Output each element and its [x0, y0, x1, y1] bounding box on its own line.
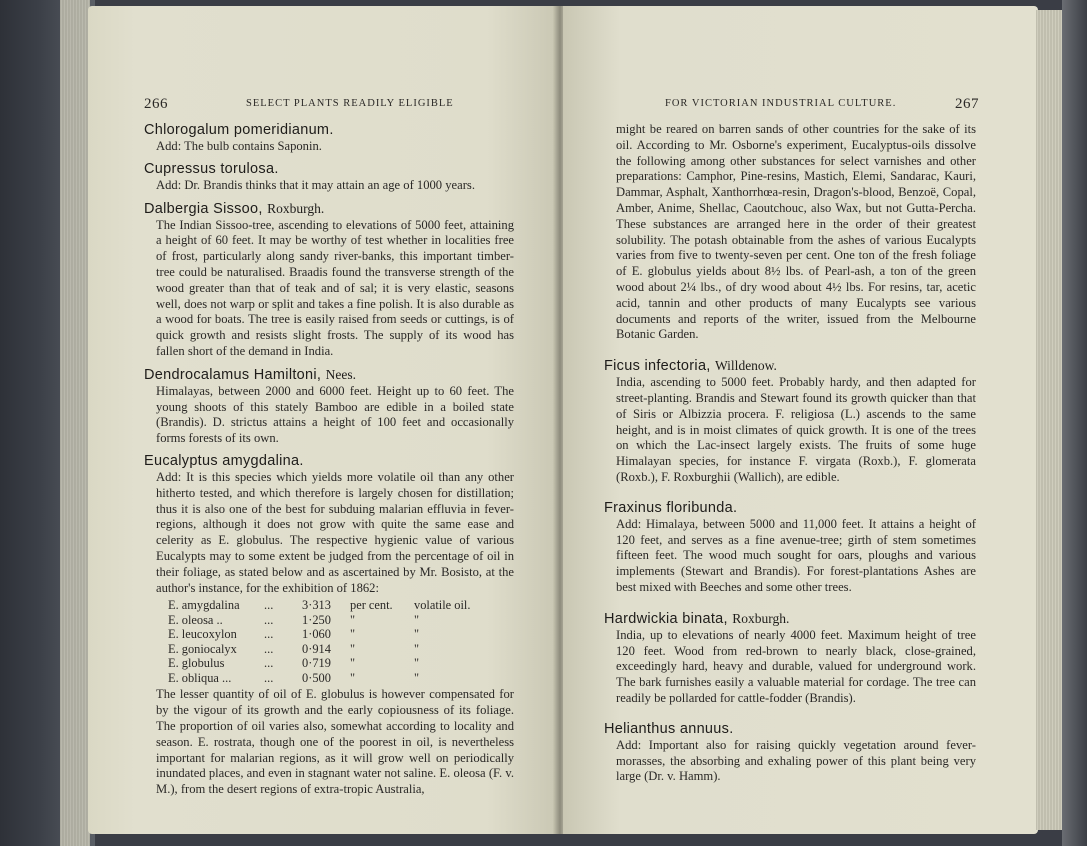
entry-title: Hardwickia binata, Roxburgh.	[604, 610, 790, 627]
background-right	[1062, 0, 1087, 846]
right-page	[563, 6, 1038, 834]
entry-title: Fraxinus floribunda.	[604, 499, 738, 516]
entry	[604, 720, 976, 785]
page-edges-left	[60, 0, 90, 846]
entry-text: Add: The bulb contains Saponin.	[156, 139, 322, 153]
entry-text: India, up to elevations of nearly 4000 feet. Maximum height of tree 120 feet. Wood from red-brown to nearly black, close-grained, exceedingly hard, heavy and durable, valued for underground work. The bark furnishes easily a valuable material for cordage. The tree can readily be pollarded for cattle-fodder (Brandis).	[616, 627, 976, 705]
right-content	[604, 122, 976, 791]
continuation-paragraph	[616, 122, 976, 343]
entry-text: might be reared on barren sands of other countries for the sake of its oil. According to Mr. Osborne's experiment, Eucalyptus-oils dissolve the following among other substances for select varnishes and other preparations: Camphor, Pine-resins, Mastich, Elemi, Sandarac, Kauri, Dammar, Asphalt, Xanthorrhœa-resin, Dragon's-blood, Benzoë, Copal, Amber, Anime, Shellac, Caoutchouc, also Wax, but not Gutta-Percha. These substances are arranged here in the order of their greatest solubility. The potash obtainable from the ashes of various Eucalypts varies from five to twenty-seven per cent. One ton of the fresh foliage of E. globulus yields about 8½ lbs. of Pearl-ash, a ton of the green wood about 2¼ lbs., of dry wood about 4½ lbs. For resins, tar, acetic acid, tannin and other products of many Eucalypts see various documents and reports of the writer, issued from the Melbourne Botanic Garden.	[616, 122, 976, 342]
right-page-number: 267	[955, 96, 979, 112]
right-header	[563, 98, 1038, 118]
entry-text: India, ascending to 5000 feet. Probably hardy, and then adapted for street-planting. Brandis and Stewart found its growth quicker than that of Siris or Albizzia procera. F. religiosa (L.) ascends to the same height, and is in moist climates of quick growth. It is one of the trees on which the Lac-insect largely exists. The fruits of some huge Himalayan species, for instance F. virgata (Roxb.), F. glomerata (Roxb.), F. Roxburghii (Wallich), are edible.	[616, 375, 976, 484]
left-page	[88, 6, 558, 834]
entry	[144, 200, 514, 360]
table-row: E. goniocalyx ... 0·914 " "	[168, 641, 420, 656]
entry-text: Himalayas, between 2000 and 6000 feet. Height up to 60 feet. The young shoots of this stately Bamboo are edible in a boiled state (Brandis). D. strictus attains a height of 100 feet and occasionally forms forests of its own.	[156, 383, 514, 446]
entry-title: Eucalyptus amygdalina.	[144, 452, 304, 469]
table-row: E. obliqua ... ... 0·500 " "	[168, 670, 420, 685]
entry	[604, 357, 976, 486]
entry-text: Add: Important also for raising quickly vegetation around fever-morasses, the absorbing and exhaling power of this plant being very large (Dr. v. Hamm).	[616, 737, 976, 784]
entry-title: Chlorogalum pomeridianum.	[144, 122, 334, 138]
entry-text: Add: Himalaya, between 5000 and 11,000 feet. It attains a height of 120 feet, and serves as a fine avenue-tree; girth of stem sometimes fifteen feet. The wood much sought for oars, ploughs and various implements (Stewart and Brandis). For forest-plantations Ashes are best mixed with Beeches and some other trees.	[616, 516, 976, 594]
entry	[144, 452, 514, 798]
entry	[144, 122, 514, 155]
left-header	[88, 98, 558, 118]
table-row: E. oleosa .. ... 1·250 " "	[168, 612, 420, 627]
oil-table	[168, 598, 514, 685]
left-content	[144, 122, 514, 804]
entry	[604, 610, 976, 707]
entry	[144, 366, 514, 447]
entry-title: Dendrocalamus Hamiltoni, Nees.	[144, 366, 356, 383]
entry	[144, 160, 514, 194]
table-row: E. globulus ... 0·719 " "	[168, 656, 420, 671]
table-row: E. amygdalina ... 3·313 per cent. volatile oil.	[168, 598, 471, 613]
entry-text: The Indian Sissoo-tree, ascending to elevations of 5000 feet, attaining a height of 60 feet. It may be worthy of test whether in localities free of frost, particularly along sandy river-banks, this important timber-tree could be naturalised. Braadis found the transverse strength of the wood greater than that of teak and of sal; it is very elastic, seasons well, does not warp or split and takes a fine polish. It is also durable as a wood for boats. The tree is easily raised from seeds or cuttings, is of quick growth and resists slight frosts. The supply of its wood has fallen short of the demand in India.	[156, 217, 514, 358]
entry-title: Dalbergia Sissoo, Roxburgh.	[144, 200, 325, 217]
entry-text: Add: It is this species which yields more volatile oil than any other hitherto tested, and which therefore is largely chosen for distillation; thus it is also one of the best for subduing malarian effluvia in fever-regions, although it does not grow with quite the same ease and celerity as E. globulus. The respective hygienic value of various Eucalypts may to some extent be judged from the percentage of oil in their foliage, as stated below and as ascertained by Mr. Bosisto, at the author's instance, for the exhibition of 1862:	[156, 469, 514, 595]
entry-title: Ficus infectoria, Willdenow.	[604, 358, 777, 375]
entry-text: Add: Dr. Brandis thinks that it may attain an age of 1000 years.	[156, 177, 475, 192]
entry-text-continued: The lesser quantity of oil of E. globulus is however compensated for by the vigour of its growth and the early copiousness of its foliage. The proportion of oil varies also, somewhat according to locality and season. E. rostrata, though one of the poorest in oil, is nevertheless important for malarian regions, as it will grow well on periodically inundated places, and even in stagnant water not saline. E. oleosa (F. v. M.), from the desert regions of extra-tropic Australia,	[156, 687, 514, 797]
left-page-number: 266	[144, 96, 168, 112]
entry-title: Helianthus annuus.	[604, 720, 734, 737]
table-row: E. leucoxylon ... 1·060 " "	[168, 627, 420, 642]
left-running-head: SELECT PLANTS READILY ELIGIBLE	[246, 98, 454, 109]
entry	[604, 499, 976, 596]
right-running-head: FOR VICTORIAN INDUSTRIAL CULTURE.	[665, 98, 897, 109]
entry-title: Cupressus torulosa.	[144, 160, 279, 177]
